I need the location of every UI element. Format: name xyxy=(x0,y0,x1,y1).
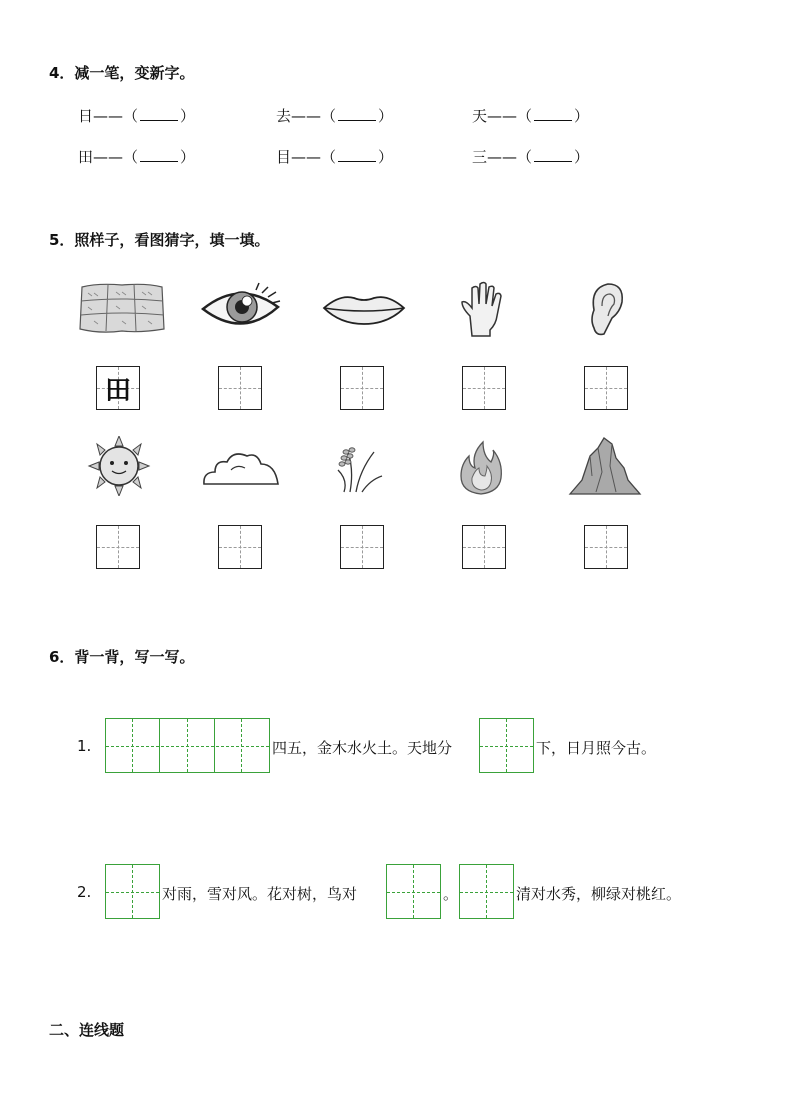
paren-close: ） xyxy=(378,148,394,166)
paren-close: ） xyxy=(180,148,196,166)
dash: —— xyxy=(93,148,124,166)
example-answer: 田 xyxy=(104,375,131,406)
fire-icon xyxy=(457,440,505,496)
source-char: 三 xyxy=(472,148,488,166)
q4-heading: 4．减一笔，变新字。 xyxy=(49,64,195,82)
source-char: 去 xyxy=(276,107,292,125)
answer-blank[interactable] xyxy=(140,108,178,121)
answer-box[interactable] xyxy=(96,366,140,410)
writing-grid[interactable] xyxy=(105,864,160,919)
mouth-icon xyxy=(322,290,406,326)
paren-open: （ xyxy=(123,107,139,125)
writing-grid[interactable] xyxy=(479,718,534,773)
paren-open: （ xyxy=(321,107,337,125)
answer-box[interactable] xyxy=(584,525,628,569)
verse-text: 。 xyxy=(443,885,459,903)
answer-box[interactable] xyxy=(340,525,384,569)
verse-text: 对雨，雪对风。花对树，鸟对 xyxy=(162,885,358,903)
verse-text: 下，日月照今古。 xyxy=(536,739,657,757)
line-number: 1. xyxy=(77,737,92,755)
verse-text: 四五，金木水火土。天地分 xyxy=(272,739,453,757)
answer-box[interactable] xyxy=(218,525,262,569)
paren-close: ） xyxy=(574,148,590,166)
answer-blank[interactable] xyxy=(534,108,572,121)
writing-grid[interactable] xyxy=(105,718,270,773)
q4-item xyxy=(276,146,393,167)
answer-box[interactable] xyxy=(340,366,384,410)
paren-open: （ xyxy=(517,148,533,166)
answer-box[interactable] xyxy=(462,525,506,569)
source-char: 田 xyxy=(78,148,94,166)
sun-icon xyxy=(87,436,151,496)
field-icon xyxy=(78,281,166,335)
answer-blank[interactable] xyxy=(338,149,376,162)
cloud-icon xyxy=(201,448,281,488)
paren-open: （ xyxy=(517,107,533,125)
writing-grid[interactable] xyxy=(459,864,514,919)
paren-close: ） xyxy=(378,107,394,125)
q4-item xyxy=(472,105,589,126)
verse-text: 清对水秀，柳绿对桃红。 xyxy=(516,885,682,903)
q4-item xyxy=(78,146,195,167)
section-2-heading: 二、连线题 xyxy=(49,1021,125,1039)
dash: —— xyxy=(93,107,124,125)
paren-open: （ xyxy=(321,148,337,166)
dash: —— xyxy=(487,148,518,166)
answer-blank[interactable] xyxy=(338,108,376,121)
paren-open: （ xyxy=(123,148,139,166)
line-number: 2. xyxy=(77,883,92,901)
answer-box[interactable] xyxy=(96,525,140,569)
q4-item xyxy=(276,105,393,126)
ear-icon xyxy=(584,280,628,338)
answer-blank[interactable] xyxy=(140,149,178,162)
dash: —— xyxy=(291,148,322,166)
hand-icon xyxy=(458,280,510,338)
paren-close: ） xyxy=(574,107,590,125)
dash: —— xyxy=(291,107,322,125)
writing-grid[interactable] xyxy=(386,864,441,919)
answer-box[interactable] xyxy=(462,366,506,410)
mountain-icon xyxy=(568,436,642,496)
source-char: 目 xyxy=(276,148,292,166)
q4-item xyxy=(472,146,589,167)
q5-heading: 5．照样子，看图猜字，填一填。 xyxy=(49,231,270,249)
q6-heading: 6．背一背，写一写。 xyxy=(49,648,195,666)
source-char: 日 xyxy=(78,107,94,125)
rice-plant-icon xyxy=(334,440,388,494)
eye-icon xyxy=(200,281,282,337)
answer-box[interactable] xyxy=(584,366,628,410)
dash: —— xyxy=(487,107,518,125)
source-char: 天 xyxy=(472,107,488,125)
answer-blank[interactable] xyxy=(534,149,572,162)
answer-box[interactable] xyxy=(218,366,262,410)
q4-item xyxy=(78,105,195,126)
paren-close: ） xyxy=(180,107,196,125)
